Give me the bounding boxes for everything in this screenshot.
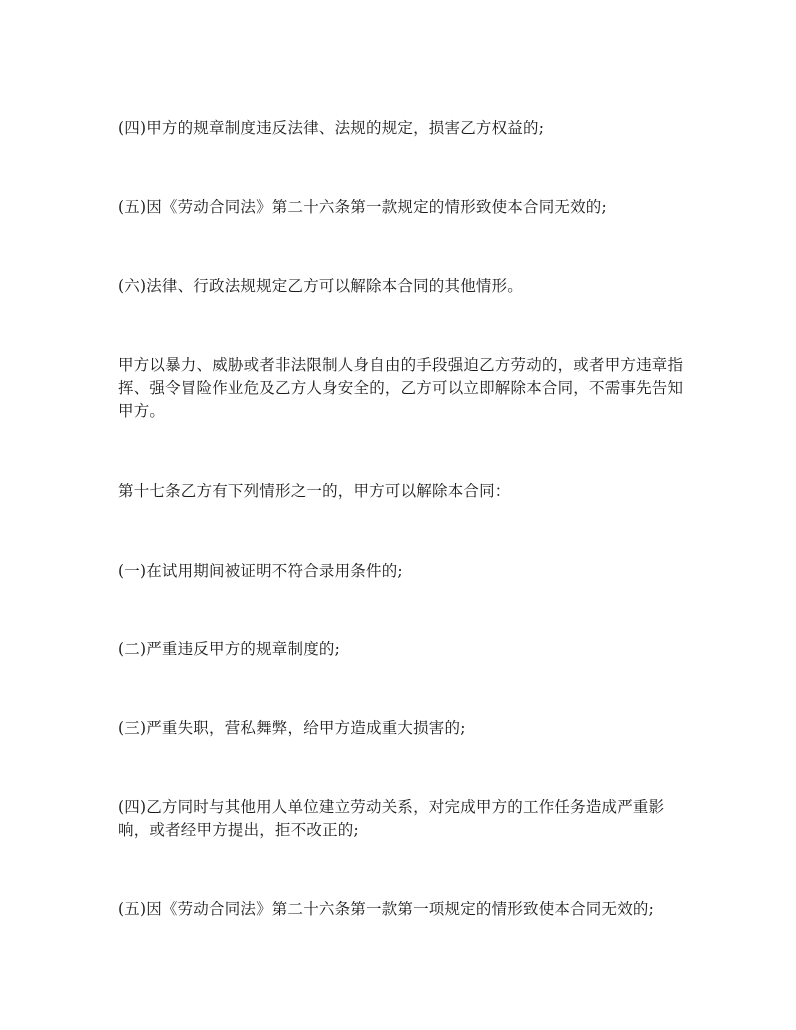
clause-4-employer-rules-violation: (四)甲方的规章制度违反法律、法规的规定，损害乙方权益的;	[118, 119, 545, 137]
article-17-heading: 第十七条乙方有下列情形之一的，甲方可以解除本合同：	[118, 482, 511, 500]
clause-5-contract-invalid: (五)因《劳动合同法》第二十六条第一款规定的情形致使本合同无效的;	[118, 198, 607, 216]
clause-1-probation-failure: (一)在试用期间被证明不符合录用条件的;	[118, 562, 403, 580]
clause-4-dual-employment: (四)乙方同时与其他用人单位建立劳动关系，对完成甲方的工作任务造成严重影响，或者经甲方提出，拒不改正的;	[118, 798, 665, 839]
clause-6-other-circumstances: (六)法律、行政法规规定乙方可以解除本合同的其他情形。	[118, 277, 523, 295]
clause-2-serious-rules-violation: (二)严重违反甲方的规章制度的;	[118, 640, 341, 658]
clause-5-contract-invalid-item-1: (五)因《劳动合同法》第二十六条第一款第一项规定的情形致使本合同无效的;	[118, 900, 655, 918]
immediate-termination-paragraph: 甲方以暴力、威胁或者非法限制人身自由的手段强迫乙方劳动的，或者甲方违章指挥、强令冒险作业危及乙方人身安全的，乙方可以立即解除本合同，不需事先告知甲方。	[118, 356, 684, 420]
clause-3-serious-misconduct: (三)严重失职，营私舞弊，给甲方造成重大损害的;	[118, 719, 466, 737]
